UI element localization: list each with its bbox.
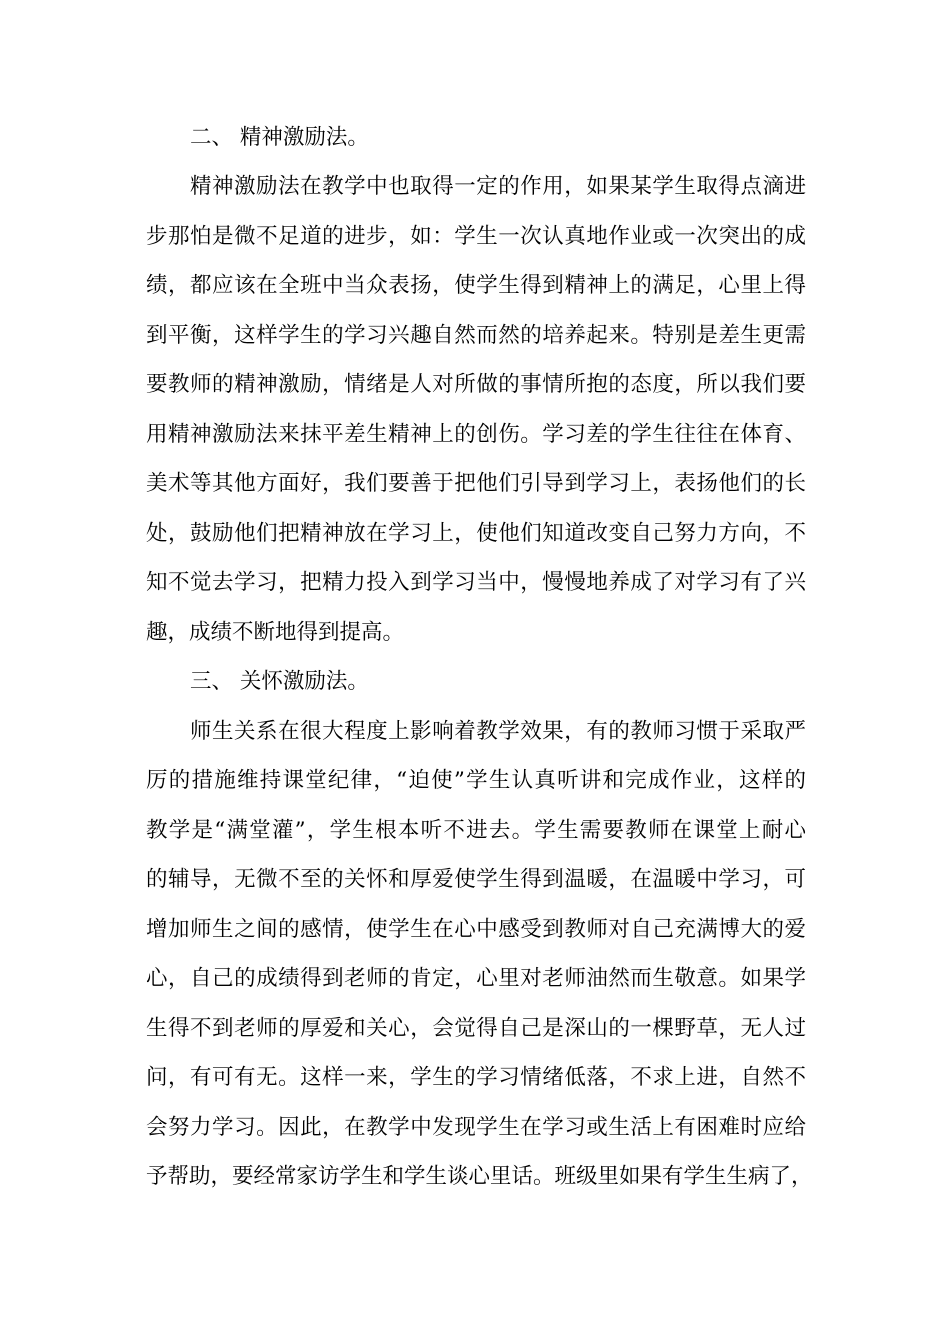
- paragraph-line: 美术等其他方面好，我们要善于把他们引导到学习上，表扬他们的长: [146, 471, 806, 496]
- paragraph-line: 要教师的精神激励，情绪是人对所做的事情所抱的态度，所以我们要: [146, 372, 806, 397]
- paragraph-line: 的辅导，无微不至的关怀和厚爱使学生得到温暖，在温暖中学习，可: [146, 867, 806, 892]
- paragraph-line: 增加师生之间的感情，使学生在心中感受到教师对自己充满博大的爱: [146, 917, 806, 942]
- paragraph-line: 精神激励法在教学中也取得一定的作用，如果某学生取得点滴进: [190, 174, 806, 199]
- paragraph-line: 心，自己的成绩得到老师的肯定，心里对老师油然而生敬意。如果学: [146, 966, 806, 991]
- paragraph-line: 到平衡，这样学生的学习兴趣自然而然的培养起来。特别是差生更需: [146, 323, 806, 348]
- paragraph-line: 知不觉去学习，把精力投入到学习当中，慢慢地养成了对学习有了兴: [146, 570, 806, 595]
- section-heading-3: 三、 关怀激励法。: [190, 669, 369, 694]
- paragraph-line: 趣，成绩不断地得到提高。: [146, 620, 405, 645]
- paragraph-line: 用精神激励法来抹平差生精神上的创伤。学习差的学生往往在体育、: [146, 422, 806, 447]
- paragraph-line: 师生关系在很大程度上影响着教学效果，有的教师习惯于采取严: [190, 719, 806, 744]
- paragraph-line: 厉的措施维持课堂纪律，“迫使”学生认真听讲和完成作业，这样的: [146, 768, 806, 793]
- paragraph-line: 处，鼓励他们把精神放在学习上，使他们知道改变自己努力方向，不: [146, 521, 806, 546]
- paragraph-line: 绩，都应该在全班中当众表扬，使学生得到精神上的满足，心里上得: [146, 273, 806, 298]
- paragraph-line: 步那怕是微不足道的进步，如：学生一次认真地作业或一次突出的成: [146, 224, 806, 249]
- paragraph-line: 生得不到老师的厚爱和关心，会觉得自己是深山的一棵野草，无人过: [146, 1016, 806, 1041]
- paragraph-line: 教学是“满堂灌”，学生根本听不进去。学生需要教师在课堂上耐心: [146, 818, 806, 843]
- paragraph-line: 予帮助，要经常家访学生和学生谈心里话。班级里如果有学生生病了，: [146, 1164, 813, 1189]
- paragraph-line: 会努力学习。因此，在教学中发现学生在学习或生活上有困难时应给: [146, 1115, 806, 1140]
- section-heading-2: 二、 精神激励法。: [190, 125, 369, 150]
- paragraph-line: 问，有可有无。这样一来，学生的学习情绪低落，不求上进，自然不: [146, 1065, 806, 1090]
